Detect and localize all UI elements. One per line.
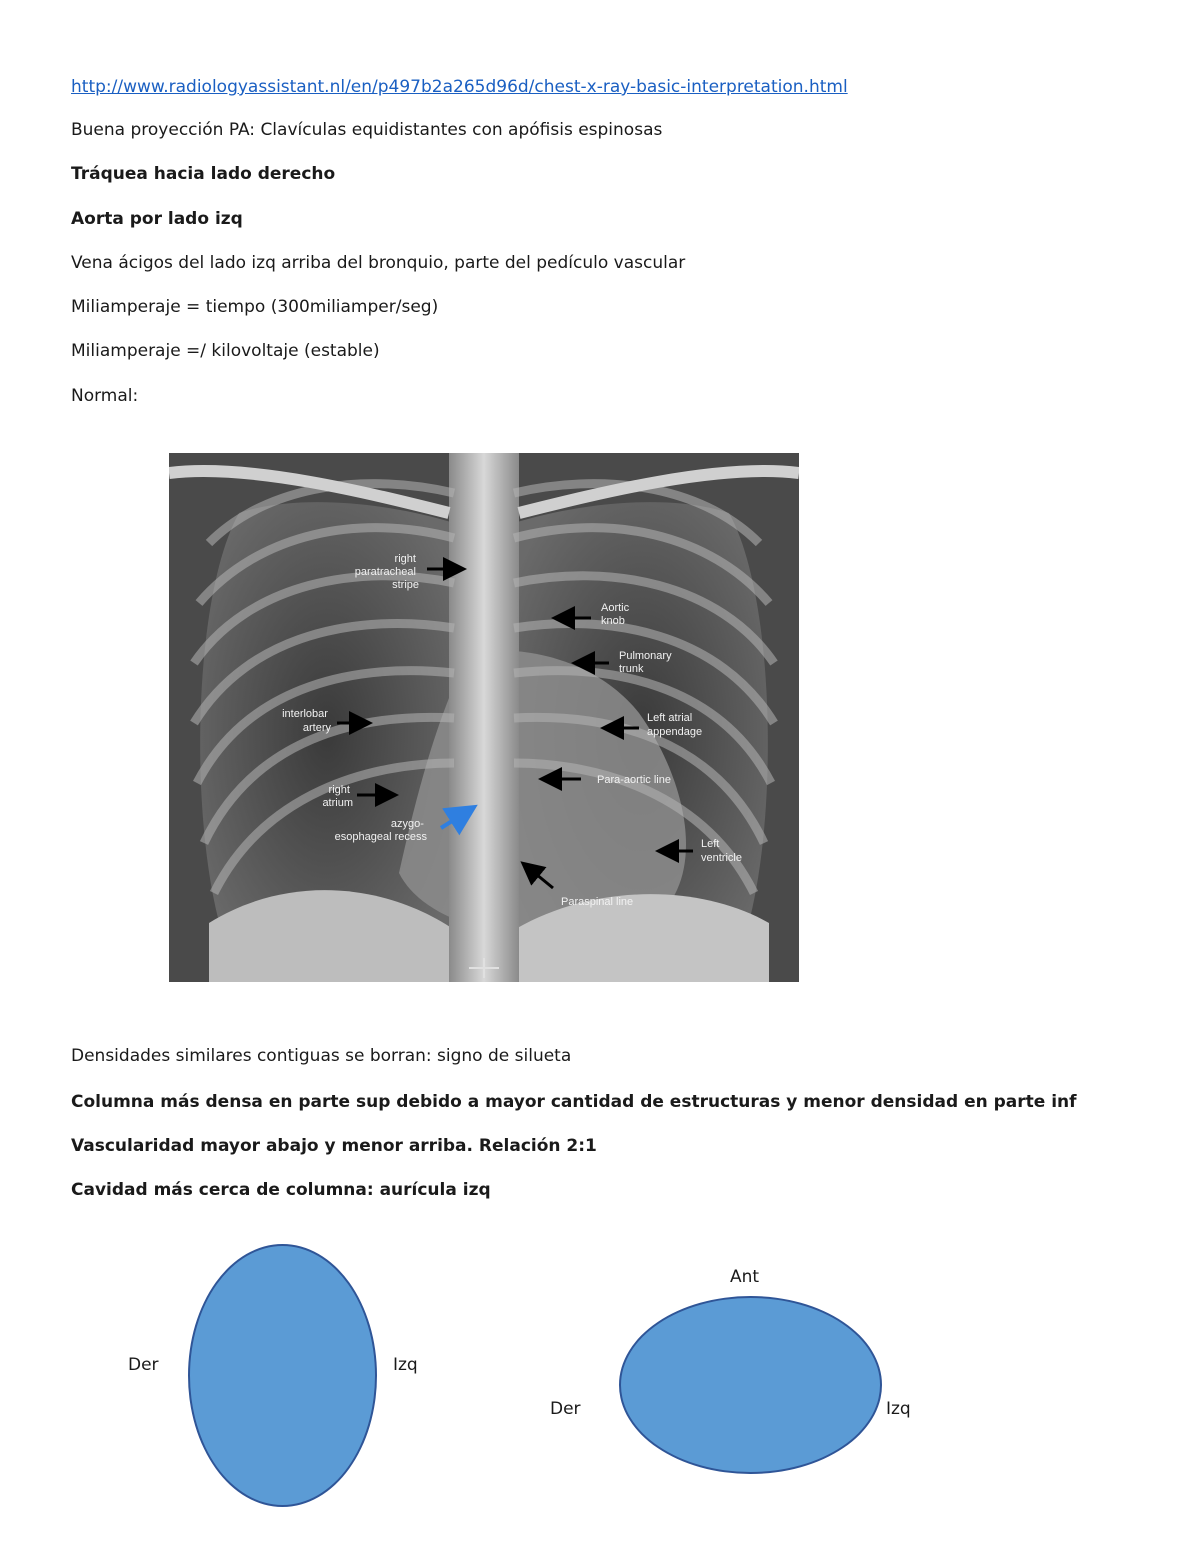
lateral-label-ant: Ant — [730, 1267, 760, 1287]
label-pulmonary-trunk: Pulmonary trunk — [619, 650, 672, 675]
lateral-label-der: Der — [550, 1399, 581, 1419]
note-milliamperage-kv: Miliamperaje =/ kilovoltaje (estable) — [71, 341, 380, 361]
label-right-paratracheal: right paratracheal stripe — [354, 553, 419, 591]
note-aorta: Aorta por lado izq — [71, 209, 243, 229]
chest-xray-image — [169, 453, 799, 982]
note-milliamperage-time: Miliamperaje = tiempo (300miliamper/seg) — [71, 297, 439, 317]
note-pa-projection: Buena proyección PA: Clavículas equidistantes con apófisis espinosas — [71, 120, 663, 140]
note-column-density: Columna más densa en parte sup debido a mayor cantidad de estructuras y menor densidad en parte inf — [71, 1092, 1077, 1112]
note-vascularity: Vascularidad mayor abajo y menor arriba. Relación 2:1 — [71, 1136, 597, 1156]
label-paraspinal-line: Paraspinal line — [561, 896, 634, 908]
pa-oval-diagram — [188, 1244, 377, 1507]
note-trachea: Tráquea hacia lado derecho — [71, 164, 336, 184]
pa-label-izq: Izq — [393, 1355, 418, 1375]
reference-link[interactable]: http://www.radiologyassistant.nl/en/p497b2a265d96d/chest-x-ray-basic-interpretation.html — [71, 77, 848, 97]
label-right-atrium: right atrium — [322, 784, 353, 809]
lateral-oval-diagram — [619, 1296, 882, 1474]
pa-label-der: Der — [128, 1355, 159, 1375]
note-normal: Normal: — [71, 386, 139, 406]
note-closest-cavity: Cavidad más cerca de columna: aurícula izq — [71, 1180, 491, 1200]
label-left-atrial-appendage: Left atrial appendage — [647, 712, 703, 738]
label-aortic-knob: Aortic knob — [601, 602, 630, 627]
lateral-label-izq: Izq — [886, 1399, 911, 1419]
label-interlobar-artery: interlobar artery — [282, 708, 331, 734]
label-para-aortic-line: Para-aortic line — [597, 774, 671, 786]
note-silhouette-sign: Densidades similares contiguas se borran: signo de silueta — [71, 1046, 572, 1066]
note-azygos: Vena ácigos del lado izq arriba del bronquio, parte del pedículo vascular — [71, 253, 686, 273]
label-left-ventricle: Left ventricle — [701, 838, 742, 864]
label-azygo-esophageal-recess: azygo- esophageal recess — [334, 818, 427, 843]
